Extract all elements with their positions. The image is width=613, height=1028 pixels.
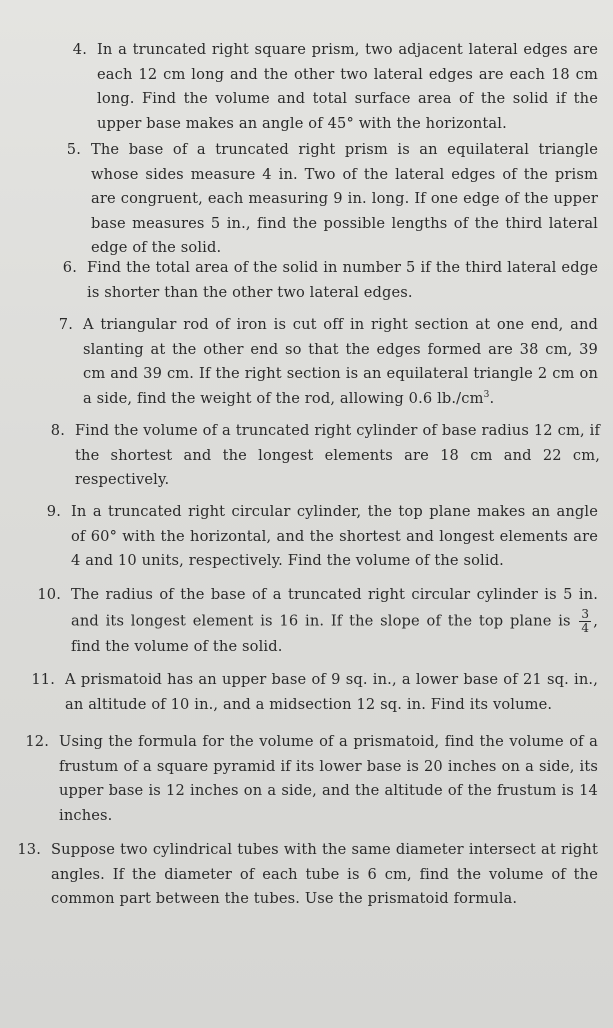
problem-11 — [22, 668, 598, 717]
problem-text: Suppose two cylindrical tubes with the same diameter intersect at right angles. If the diameter of each tube is 6 cm, find the volume of the common part between the tubes. Use the prismatoid formula. — [51, 841, 598, 907]
problem-text-main: A triangular rod of iron is cut off in right section at one end, and slanting at the other end so that the edges formed are 38 cm, 39 cm and 39 cm. If the right section is an equilateral triangle 2 cm on a side, find the weight of the rod, allowing 0.6 lb./cm — [83, 316, 598, 407]
problem-text-end: . — [489, 389, 495, 407]
problem-text-main: The radius of the base of a truncated right circular cylinder is 5 in. and its longest element is 16 in. If the slope of the top plane is — [71, 586, 598, 629]
problem-number: 4. — [72, 41, 87, 58]
problem-number: 5. — [66, 141, 81, 158]
problem-number: 7. — [58, 316, 73, 333]
problem-text: In a truncated right square prism, two adjacent lateral edges are each 12 cm long and the other two lateral edges are each 18 cm long. Find the volume and total surface area of the solid if the upper base makes an angle of 45° with the horizontal. — [97, 41, 598, 132]
problem-text: Using the formula for the volume of a prismatoid, find the volume of a frustum of a square pyramid if its lower base is 20 inches on a side, its upper base is 12 inches on a side, and the altitude of the frustum is 14 inches. — [59, 733, 598, 824]
problem-9 — [34, 500, 598, 574]
unit-exponent: 3 — [483, 389, 490, 400]
fraction-denominator: 4 — [581, 620, 590, 635]
problem-8 — [38, 419, 600, 493]
problem-7 — [46, 313, 598, 411]
problem-number: 9. — [46, 503, 61, 520]
problem-number: 10. — [37, 586, 61, 603]
problem-4 — [60, 38, 598, 136]
problem-number: 8. — [50, 422, 65, 439]
problem-10 — [28, 583, 598, 659]
problem-13 — [8, 838, 598, 912]
problem-text — [83, 313, 598, 411]
fraction-numerator: 3 — [581, 606, 590, 621]
problem-text: The base of a truncated right prism is an equilateral triangle whose sides measure 4 in. Two of the lateral edges of the prism are congruent, each measuring 9 in. long. If one edge of the upper base measures 5 in., find the possible lengths of the third lateral edge of the solid. — [91, 141, 598, 256]
slope-fraction — [579, 608, 591, 635]
problem-6 — [50, 256, 598, 305]
problem-number: 13. — [17, 841, 41, 858]
problem-text: Find the total area of the solid in number 5 if the third lateral edge is shorter than the other two lateral edges. — [87, 259, 598, 301]
problem-12 — [16, 730, 598, 828]
problem-text-end: , find the volume of the solid. — [71, 612, 598, 655]
problem-text: In a truncated right circular cylinder, the top plane makes an angle of 60° with the horizontal, and the shortest and longest elements are 4 and 10 units, respectively. Find the volume of the solid. — [71, 503, 598, 569]
problem-number: 12. — [25, 733, 49, 750]
problem-number: 6. — [62, 259, 77, 276]
problem-text — [71, 583, 598, 659]
problem-5 — [54, 138, 598, 261]
problem-text: Find the volume of a truncated right cylinder of base radius 12 cm, if the shortest and the longest elements are 18 cm and 22 cm, respectively. — [75, 422, 600, 488]
problem-number: 11. — [31, 671, 55, 688]
problem-text: A prismatoid has an upper base of 9 sq. in., a lower base of 21 sq. in., an altitude of 10 in., and a midsection 12 sq. in. Find its volume. — [65, 671, 598, 713]
